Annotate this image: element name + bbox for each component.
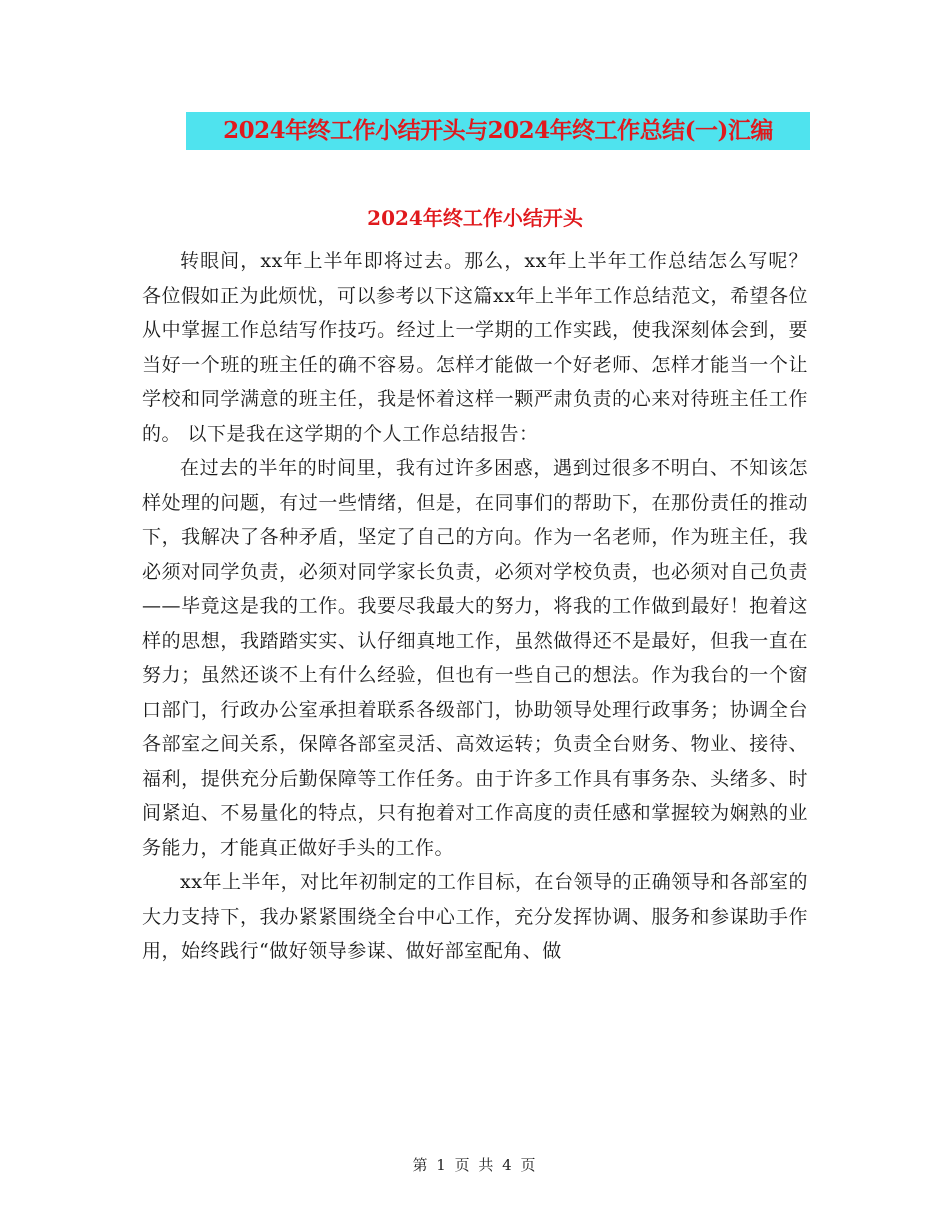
page-footer: 第 1 页 共 4 页 — [412, 1156, 538, 1174]
document-title: 2024年终工作小结开头与2024年终工作总结(一)汇编 — [186, 112, 810, 150]
section-title: 2024年终工作小结开头 — [367, 206, 583, 230]
body-paragraph-3: xx年上半年，对比年初制定的工作目标，在台领导的正确领导和各部室的大力支持下，我办紧紧围绕全台中心工作，充分发挥协调、服务和参谋助手作用，始终践行“做好领导参谋、做好部室配角、做 — [142, 871, 808, 962]
document-body — [142, 244, 808, 969]
body-paragraph-2: 在过去的半年的时间里，我有过许多困惑，遇到过很多不明白、不知该怎样处理的问题，有过一些情绪，但是，在同事们的帮助下，在那份责任的推动下，我解决了各种矛盾，坚定了自己的方向。作为一名老师，作为班主任，我必须对同学负责，必须对同学家长负责，必须对学校负责，也必须对自己负责——毕竟这是我的工作。我要尽我最大的努力，将我的工作做到最好！抱着这样的思想，我踏踏实实、认仔细真地工作，虽然做得还不是最好，但我一直在努力；虽然还谈不上有什么经验，但也有一些自己的想法。作为我台的一个窗口部门，行政办公室承担着联系各级部门，协助领导处理行政事务；协调全台各部室之间关系，保障各部室灵活、高效运转；负责全台财务、物业、接待、福利，提供充分后勤保障等工作任务。由于许多工作具有事务杂、头绪多、时间紧迫、不易量化的特点，只有抱着对工作高度的责任感和掌握较为娴熟的业务能力，才能真正做好手头的工作。 — [142, 457, 808, 859]
body-paragraph-1: 转眼间，xx年上半年即将过去。那么，xx年上半年工作总结怎么写呢？各位假如正为此烦忧，可以参考以下这篇xx年上半年工作总结范文，希望各位从中掌握工作总结写作技巧。经过上一学期的工作实践，使我深刻体会到，要当好一个班的班主任的确不容易。怎样才能做一个好老师、怎样才能当一个让学校和同学满意的班主任，我是怀着这样一颗严肃负责的心来对待班主任工作的。 以下是我在这学期的个人工作总结报告： — [142, 250, 808, 445]
